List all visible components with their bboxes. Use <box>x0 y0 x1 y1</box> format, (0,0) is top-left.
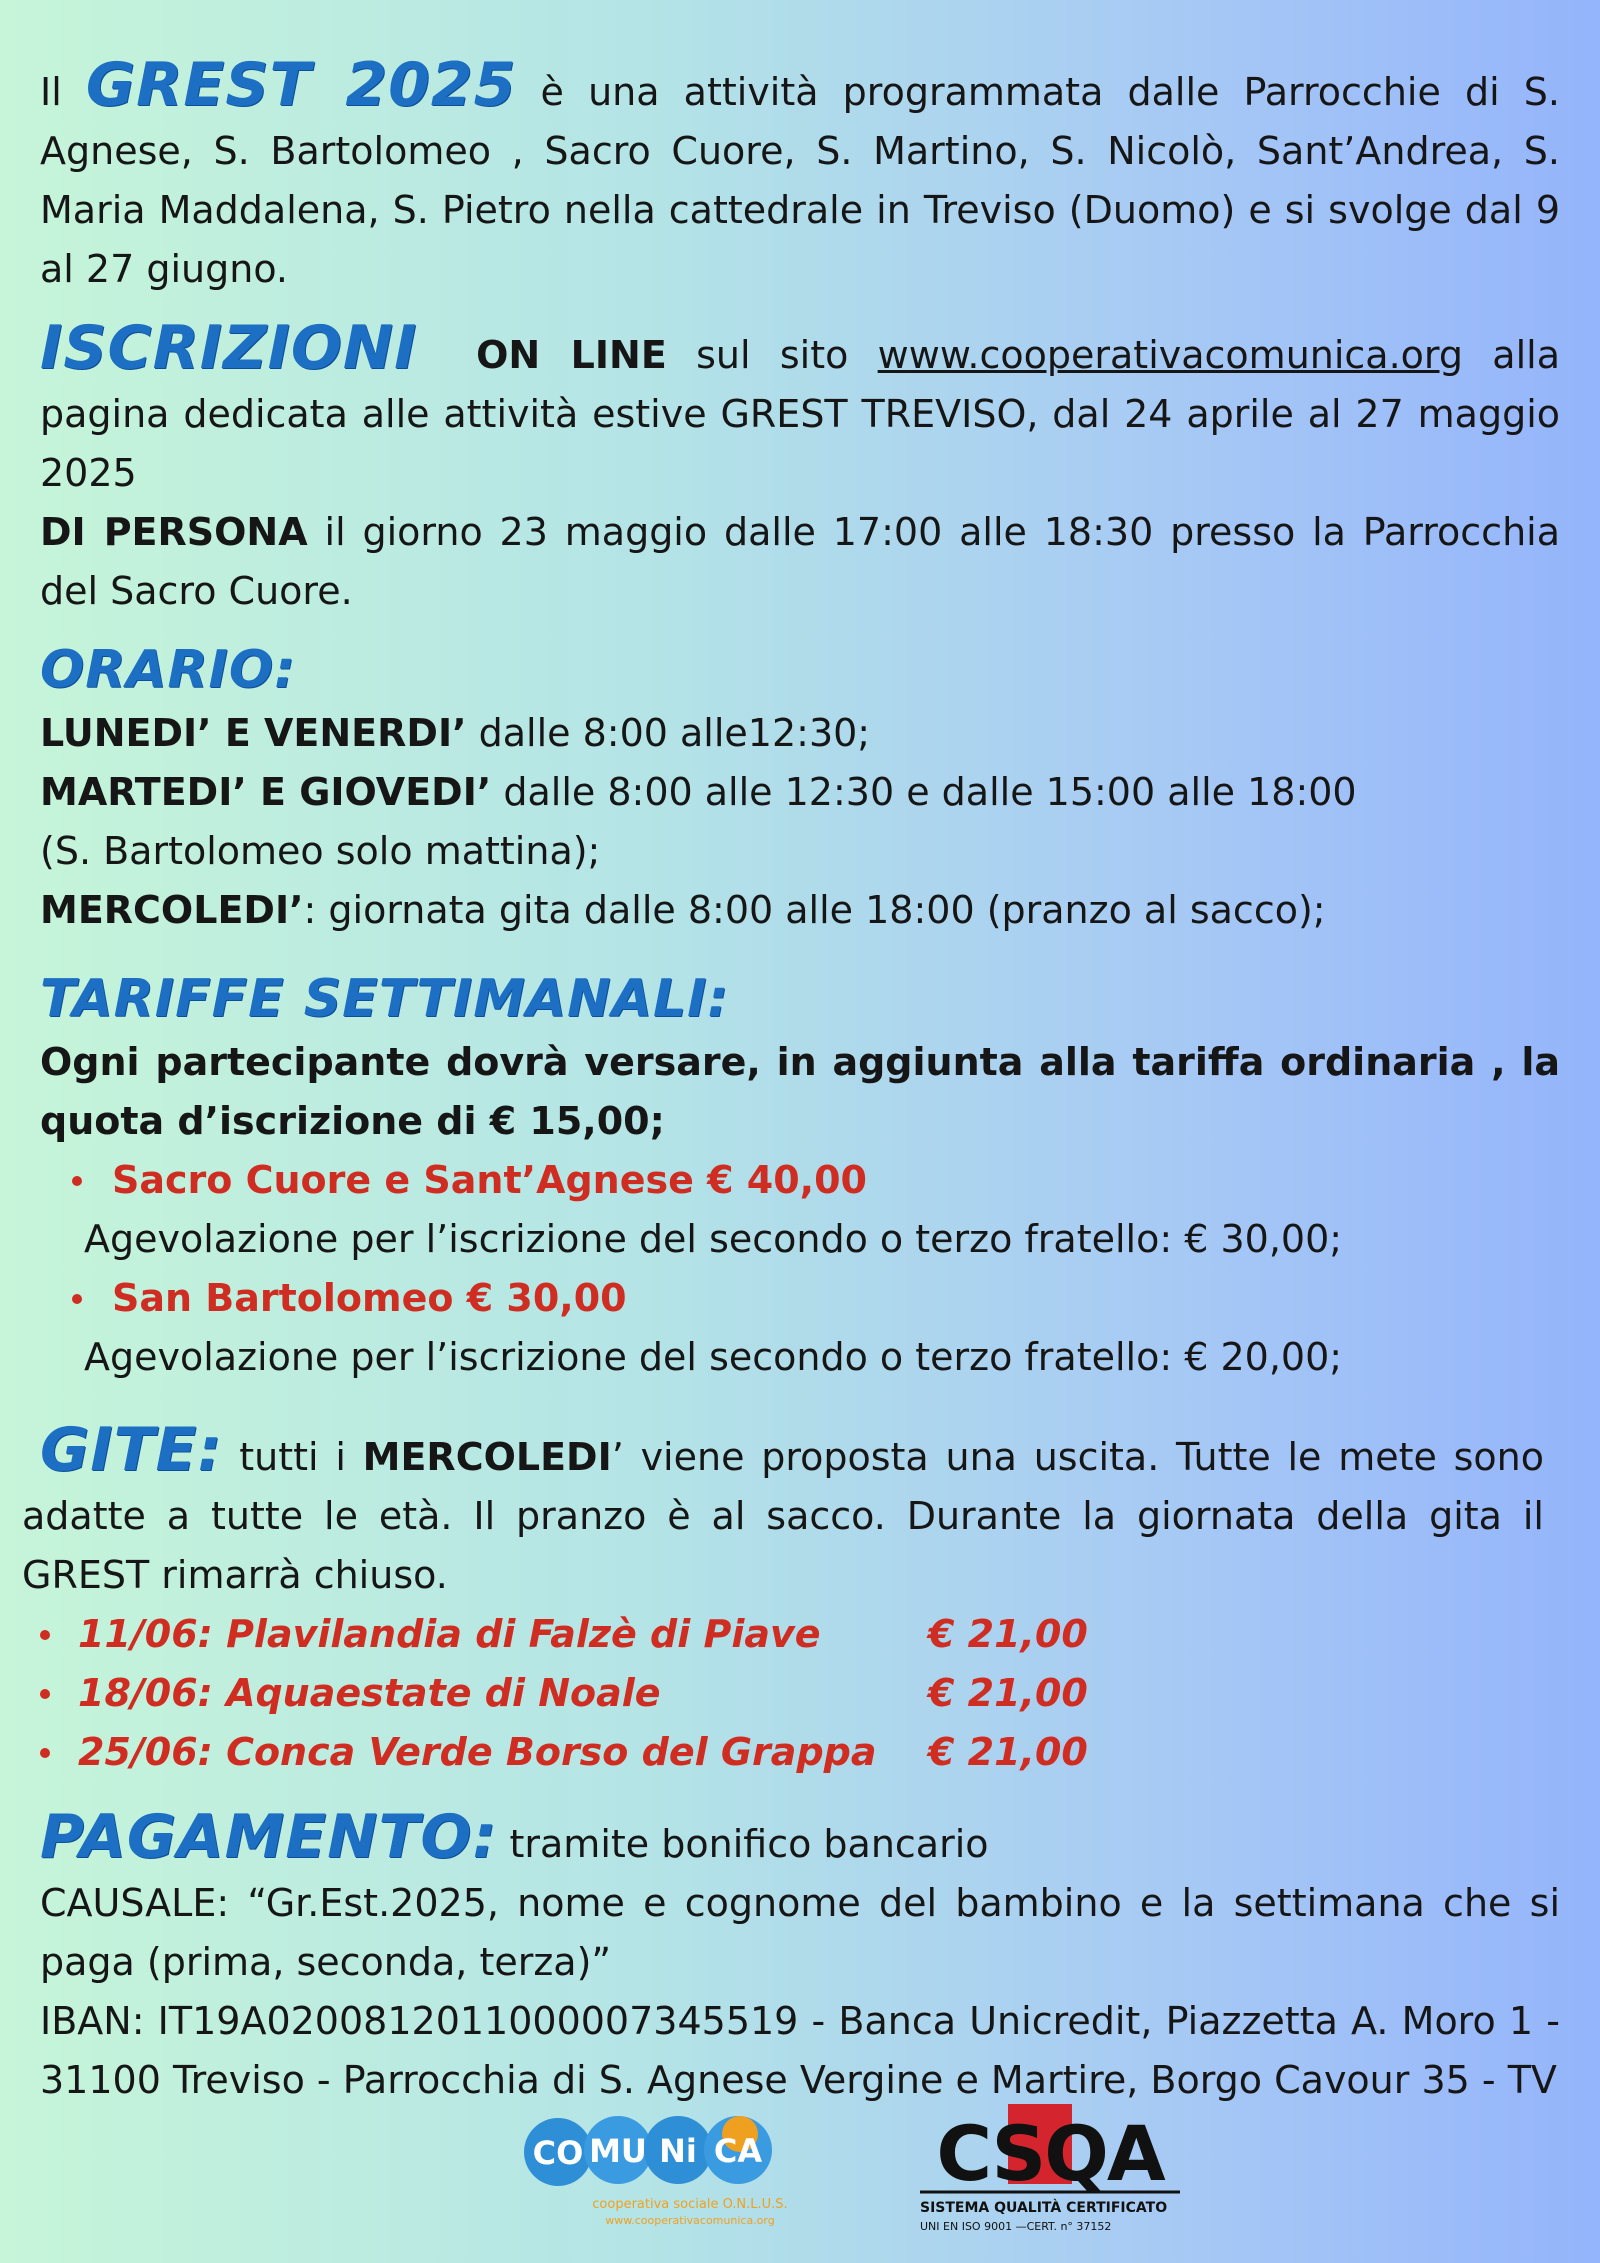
price-note: Agevolazione per l’iscrizione del secondo o terzo fratello: € 20,00; <box>84 1335 1343 1379</box>
price-item: Sacro Cuore e Sant’Agnese € 40,00 <box>40 1151 1560 1210</box>
iscrizioni-section: ISCRIZIONI ON LINE sul sito www.cooperativacomunica.org alla pagina dedicata alle attività estive GREST TREVISO, dal 24 aprile al 27 maggio 2025 DI PERSONA il giorno 23 maggio dalle 17:00 alle 18:30 presso la Parrocchia del Sacro Cuore. <box>40 313 1560 613</box>
orario-line: LUNEDI’ E VENERDI’ dalle 8:00 alle12:30; <box>40 711 871 755</box>
intro-paragraph: Il GREST 2025 è una attività programmata dalle Parrocchie di S. Agnese, S. Bartolomeo , Sacro Cuore, S. Martino, S. Nicolò, Sant’Andrea, S. Maria Maddalena, S. Pietro nella cattedrale in Treviso (Duomo) e si svolge dal 9 al 27 giugno. <box>40 50 1560 291</box>
pagamento-heading: PAGAMENTO: <box>40 1802 498 1872</box>
orario-section <box>40 641 1560 940</box>
comunica-logo <box>520 2100 820 2240</box>
iban-text: IBAN: IT19A0200812011000007345519 - Banca Unicredit, Piazzetta A. Moro 1 - 31100 Treviso - Parrocchia di S. Agnese Vergine e Martire, Borgo Cavour 35 - TV <box>40 1999 1560 2102</box>
svg-text:CA: CA <box>713 2132 763 2170</box>
svg-text:Ni: Ni <box>659 2132 697 2170</box>
tariffe-intro: Ogni partecipante dovrà versare, in aggiunta alla tariffa ordinaria , la quota d’iscrizione di € 15,00; <box>40 1040 1560 1143</box>
orario-line: MARTEDI’ E GIOVEDI’ dalle 8:00 alle 12:30 e dalle 15:00 alle 18:00 <box>40 770 1357 814</box>
tariffe-heading: TARIFFE SETTIMANALI: <box>40 969 730 1029</box>
svg-text:MU: MU <box>589 2132 647 2170</box>
trip-item: 18/06: Aquaestate di Noale € 21,00 <box>22 1664 1544 1723</box>
svg-text:cooperativa sociale O.N.L.U.S.: cooperativa sociale O.N.L.U.S. <box>592 2197 788 2212</box>
trip-item: 25/06: Conca Verde Borso del Grappa € 21,00 <box>22 1723 1544 1782</box>
causale-text: CAUSALE: “Gr.Est.2025, nome e cognome del bambino e la settimana che si paga (prima, seconda, terza)” <box>40 1881 1560 1984</box>
cooperativa-link[interactable]: www.cooperativacomunica.org <box>877 333 1463 377</box>
orario-line: (S. Bartolomeo solo mattina); <box>40 829 601 873</box>
persona-label: DI PERSONA <box>40 510 308 554</box>
gite-section <box>22 1415 1544 1782</box>
svg-text:SISTEMA QUALITÀ CERTIFICATO: SISTEMA QUALITÀ CERTIFICATO <box>920 2200 1168 2216</box>
price-note: Agevolazione per l’iscrizione del secondo o terzo fratello: € 30,00; <box>84 1217 1343 1261</box>
logos-footer <box>520 2100 1220 2240</box>
document-body <box>22 50 1560 2110</box>
svg-text:UNI EN ISO 9001 —CERT. n° 3715: UNI EN ISO 9001 —CERT. n° 37152 <box>920 2220 1112 2233</box>
online-label: ON LINE <box>476 333 667 377</box>
gite-heading: GITE: <box>40 1415 223 1485</box>
pagamento-section: PAGAMENTO: tramite bonifico bancario CAUSALE: “Gr.Est.2025, nome e cognome del bambino e la settimana che si paga (prima, seconda, terza)” IBAN: IT19A0200812011000007345519 - Banca Unicredit, Piazzetta A. Moro 1 - 31100 Treviso - Parrocchia di S. Agnese Vergine e Martire, Borgo Cavour 35 - TV <box>40 1808 1560 2110</box>
gite-paragraph: GITE: tutti i MERCOLEDI’ viene proposta una uscita. Tutte le mete sono adatte a tutte le età. Il pranzo è al sacco. Durante la giornata della gita il GREST rimarrà chiuso. <box>22 1415 1544 1597</box>
svg-text:CO: CO <box>532 2134 584 2172</box>
tariffe-section <box>40 970 1560 1387</box>
grest-title: GREST 2025 <box>85 50 517 120</box>
trip-list <box>22 1605 1544 1782</box>
trip-item: 11/06: Plavilandia di Falzè di Piave € 21,00 <box>22 1605 1544 1664</box>
price-item: San Bartolomeo € 30,00 <box>40 1269 1560 1328</box>
svg-text:CSQA: CSQA <box>936 2109 1164 2198</box>
svg-text:www.cooperativacomunica.org: www.cooperativacomunica.org <box>605 2214 775 2227</box>
csqa-logo <box>920 2100 1180 2240</box>
price-list <box>40 1151 1560 1387</box>
orario-line: MERCOLEDI’: giornata gita dalle 8:00 alle 18:00 (pranzo al sacco); <box>40 888 1326 932</box>
orario-heading: ORARIO: <box>40 640 296 700</box>
iscrizioni-heading: ISCRIZIONI <box>40 313 418 383</box>
